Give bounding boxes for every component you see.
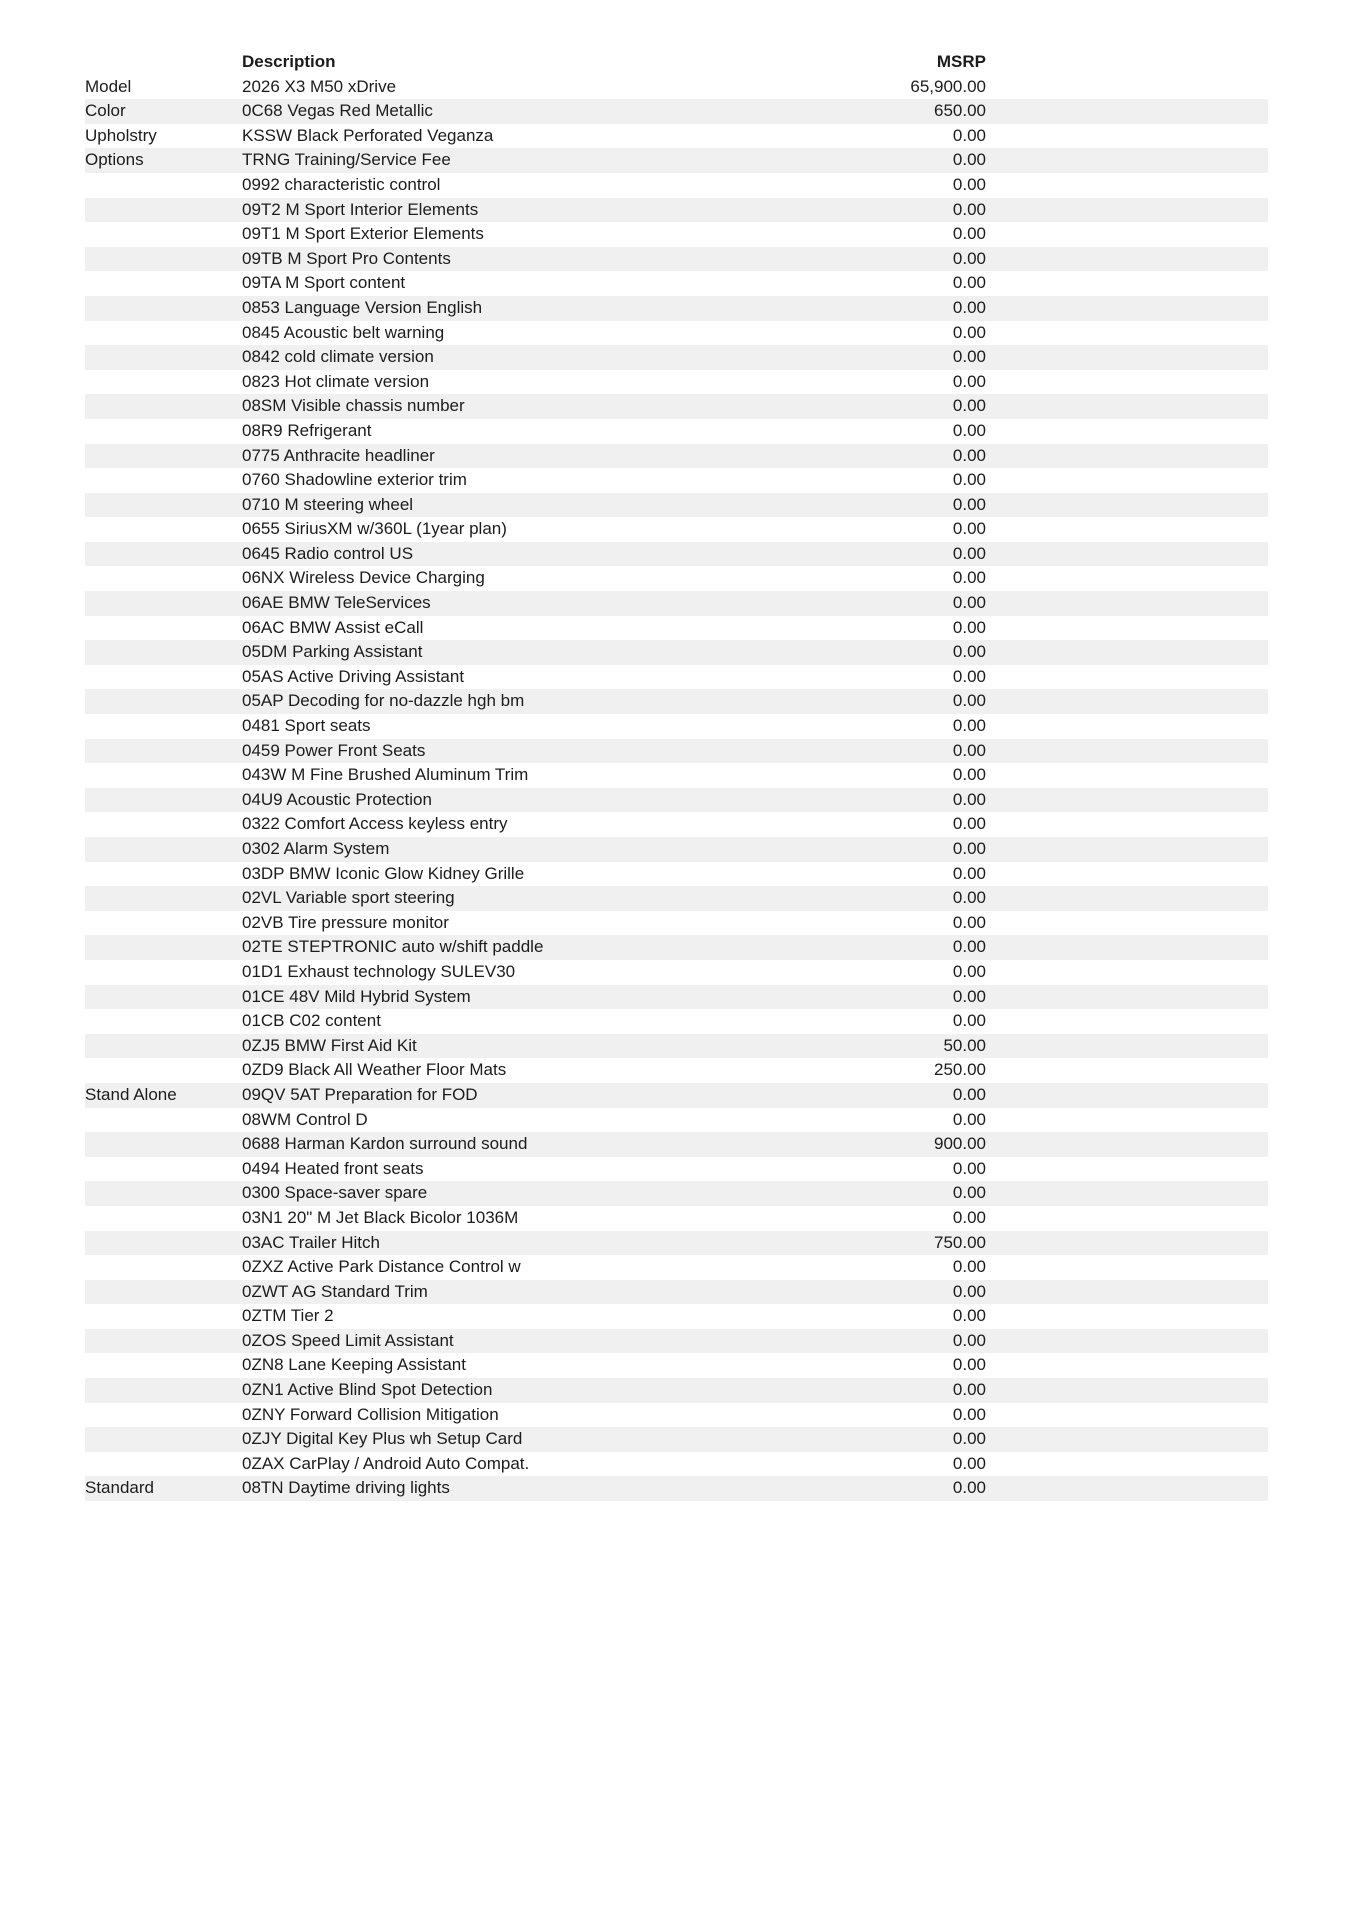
table-row bbox=[85, 591, 1268, 616]
row-msrp: 0.00 bbox=[952, 445, 986, 465]
row-msrp: 0.00 bbox=[952, 593, 986, 613]
order-sheet-table bbox=[85, 50, 1268, 1501]
row-msrp: 0.00 bbox=[952, 1158, 986, 1178]
row-description: 0853 Language Version English bbox=[242, 297, 483, 317]
row-msrp: 50.00 bbox=[943, 1035, 986, 1055]
table-row bbox=[85, 394, 1268, 419]
header-msrp: MSRP bbox=[936, 52, 986, 71]
row-msrp: 0.00 bbox=[952, 642, 986, 662]
row-description: 01D1 Exhaust technology SULEV30 bbox=[242, 961, 516, 981]
row-description: 0C68 Vegas Red Metallic bbox=[242, 101, 433, 121]
table-row bbox=[85, 444, 1268, 469]
row-description: 0322 Comfort Access keyless entry bbox=[242, 814, 508, 834]
table-row bbox=[85, 1255, 1268, 1280]
table-row bbox=[85, 542, 1268, 567]
row-description: 0710 M steering wheel bbox=[242, 494, 414, 514]
row-msrp: 0.00 bbox=[952, 888, 986, 908]
row-description: 0302 Alarm System bbox=[242, 839, 390, 858]
table-row bbox=[85, 935, 1268, 960]
row-description: 0ZTM Tier 2 bbox=[242, 1306, 334, 1326]
row-description: 0481 Sport seats bbox=[242, 716, 371, 736]
row-msrp: 0.00 bbox=[952, 863, 986, 883]
row-msrp: 0.00 bbox=[952, 150, 986, 170]
row-section-label: Model bbox=[85, 76, 132, 96]
row-description: 0494 Heated front seats bbox=[242, 1158, 424, 1178]
row-description: 0655 SiriusXM w/360L (1year plan) bbox=[242, 519, 507, 539]
table-row bbox=[85, 1231, 1268, 1256]
row-description: 01CB C02 content bbox=[242, 1011, 381, 1031]
row-description: 02VL Variable sport steering bbox=[242, 888, 455, 908]
row-msrp: 0.00 bbox=[952, 1355, 986, 1375]
row-msrp: 750.00 bbox=[934, 1232, 986, 1252]
row-msrp: 0.00 bbox=[952, 1330, 986, 1350]
row-description: 08WM Control D bbox=[242, 1109, 368, 1129]
table-row bbox=[85, 739, 1268, 764]
table-row bbox=[85, 1108, 1268, 1133]
row-msrp: 0.00 bbox=[952, 420, 986, 440]
row-msrp: 0.00 bbox=[952, 273, 986, 293]
row-msrp: 0.00 bbox=[952, 543, 986, 563]
table-row bbox=[85, 1280, 1268, 1305]
table-row bbox=[85, 296, 1268, 321]
table-row bbox=[85, 812, 1268, 837]
table-row bbox=[85, 468, 1268, 493]
row-msrp: 0.00 bbox=[952, 1011, 986, 1031]
header-description: Description bbox=[242, 52, 336, 71]
row-msrp: 0.00 bbox=[952, 1380, 986, 1400]
row-section-label: Stand Alone bbox=[85, 1084, 177, 1104]
row-msrp: 900.00 bbox=[934, 1134, 986, 1154]
table-row bbox=[85, 1476, 1268, 1501]
row-description: 0ZJY Digital Key Plus wh Setup Card bbox=[242, 1429, 523, 1449]
row-msrp: 0.00 bbox=[952, 1404, 986, 1424]
table-row bbox=[85, 1157, 1268, 1182]
row-msrp: 0.00 bbox=[952, 789, 986, 809]
table-row bbox=[85, 419, 1268, 444]
table-row bbox=[85, 763, 1268, 788]
row-msrp: 0.00 bbox=[952, 396, 986, 416]
row-description: 05AP Decoding for no-dazzle hgh bm bbox=[242, 691, 525, 711]
table-row bbox=[85, 517, 1268, 542]
row-description: 0ZOS Speed Limit Assistant bbox=[242, 1330, 454, 1350]
row-description: 0ZN8 Lane Keeping Assistant bbox=[242, 1355, 466, 1375]
table-row bbox=[85, 1427, 1268, 1452]
table-row bbox=[85, 321, 1268, 346]
table-row bbox=[85, 1304, 1268, 1329]
table-row bbox=[85, 1083, 1268, 1108]
row-description: 06AE BMW TeleServices bbox=[242, 593, 431, 613]
row-description: 01CE 48V Mild Hybrid System bbox=[242, 986, 471, 1006]
row-section-label: Upholstry bbox=[85, 125, 157, 145]
table-row bbox=[85, 616, 1268, 641]
row-description: 08SM Visible chassis number bbox=[242, 396, 465, 416]
row-msrp: 0.00 bbox=[952, 691, 986, 711]
row-msrp: 0.00 bbox=[952, 765, 986, 785]
row-msrp: 0.00 bbox=[952, 1306, 986, 1326]
table-row bbox=[85, 247, 1268, 272]
table-row bbox=[85, 124, 1268, 149]
row-description: 0ZWT AG Standard Trim bbox=[242, 1281, 428, 1301]
table-row bbox=[85, 788, 1268, 813]
table-row bbox=[85, 1329, 1268, 1354]
row-msrp: 0.00 bbox=[952, 1281, 986, 1301]
row-description: 03DP BMW Iconic Glow Kidney Grille bbox=[242, 863, 525, 883]
row-description: 0ZJ5 BMW First Aid Kit bbox=[242, 1035, 417, 1055]
row-description: TRNG Training/Service Fee bbox=[242, 150, 451, 170]
row-msrp: 0.00 bbox=[952, 1429, 986, 1449]
row-description: 0760 Shadowline exterior trim bbox=[242, 470, 467, 490]
row-msrp: 0.00 bbox=[952, 174, 986, 194]
row-msrp: 0.00 bbox=[952, 494, 986, 514]
row-description: 03N1 20" M Jet Black Bicolor 1036M bbox=[242, 1207, 519, 1227]
table-row bbox=[85, 222, 1268, 247]
table-row bbox=[85, 985, 1268, 1010]
table-row bbox=[85, 1206, 1268, 1231]
table-row bbox=[85, 1009, 1268, 1034]
table-row bbox=[85, 1452, 1268, 1477]
row-description: 0ZAX CarPlay / Android Auto Compat. bbox=[242, 1453, 530, 1473]
table-header-row bbox=[85, 50, 1268, 75]
row-description: 09QV 5AT Preparation for FOD bbox=[242, 1084, 478, 1104]
table-body bbox=[85, 75, 1268, 1501]
row-description: 0ZN1 Active Blind Spot Detection bbox=[242, 1380, 493, 1400]
row-msrp: 0.00 bbox=[952, 297, 986, 317]
row-msrp: 0.00 bbox=[952, 937, 986, 957]
row-description: 0992 characteristic control bbox=[242, 174, 441, 194]
table-row bbox=[85, 665, 1268, 690]
table-row bbox=[85, 960, 1268, 985]
row-description: 0ZXZ Active Park Distance Control w bbox=[242, 1257, 521, 1277]
table-row bbox=[85, 1058, 1268, 1083]
row-description: 0300 Space-saver spare bbox=[242, 1183, 428, 1203]
row-description: 05AS Active Driving Assistant bbox=[242, 666, 465, 686]
row-description: 09T1 M Sport Exterior Elements bbox=[242, 224, 484, 244]
table-row bbox=[85, 837, 1268, 862]
row-description: 0645 Radio control US bbox=[242, 543, 414, 563]
row-description: 0845 Acoustic belt warning bbox=[242, 322, 445, 342]
row-description: 06AC BMW Assist eCall bbox=[242, 617, 424, 637]
table-row bbox=[85, 640, 1268, 665]
row-msrp: 0.00 bbox=[952, 1257, 986, 1277]
row-description: KSSW Black Perforated Veganza bbox=[242, 125, 494, 145]
row-msrp: 0.00 bbox=[952, 371, 986, 391]
row-msrp: 65,900.00 bbox=[910, 76, 986, 96]
row-description: 043W M Fine Brushed Aluminum Trim bbox=[242, 765, 529, 785]
row-description: 0775 Anthracite headliner bbox=[242, 445, 435, 465]
row-msrp: 0.00 bbox=[952, 961, 986, 981]
table-row bbox=[85, 493, 1268, 518]
table-row bbox=[85, 99, 1268, 124]
row-description: 09TA M Sport content bbox=[242, 273, 406, 293]
row-msrp: 0.00 bbox=[952, 322, 986, 342]
row-description: 0ZNY Forward Collision Mitigation bbox=[242, 1404, 499, 1424]
row-msrp: 0.00 bbox=[952, 839, 986, 858]
table-row bbox=[85, 689, 1268, 714]
row-description: 02VB Tire pressure monitor bbox=[242, 912, 449, 932]
row-description: 09TB M Sport Pro Contents bbox=[242, 248, 451, 268]
table-row bbox=[85, 714, 1268, 739]
table-row bbox=[85, 198, 1268, 223]
table-row bbox=[85, 271, 1268, 296]
row-msrp: 0.00 bbox=[952, 347, 986, 367]
table-row bbox=[85, 911, 1268, 936]
row-description: 08R9 Refrigerant bbox=[242, 420, 372, 440]
row-description: 03AC Trailer Hitch bbox=[242, 1232, 380, 1252]
row-msrp: 0.00 bbox=[952, 1453, 986, 1473]
row-msrp: 0.00 bbox=[952, 125, 986, 145]
row-msrp: 0.00 bbox=[952, 1084, 986, 1104]
table-row bbox=[85, 1181, 1268, 1206]
row-description: 0823 Hot climate version bbox=[242, 371, 430, 391]
row-msrp: 0.00 bbox=[952, 519, 986, 539]
row-description: 0688 Harman Kardon surround sound bbox=[242, 1134, 528, 1154]
table-row bbox=[85, 75, 1268, 100]
row-description: 0459 Power Front Seats bbox=[242, 740, 426, 760]
row-msrp: 0.00 bbox=[952, 1207, 986, 1227]
row-msrp: 0.00 bbox=[952, 1183, 986, 1203]
table-row bbox=[85, 862, 1268, 887]
row-msrp: 650.00 bbox=[934, 101, 986, 121]
table-row bbox=[85, 886, 1268, 911]
table-row bbox=[85, 566, 1268, 591]
row-msrp: 0.00 bbox=[952, 1109, 986, 1129]
row-description: 0842 cold climate version bbox=[242, 347, 434, 367]
row-section-label: Color bbox=[85, 101, 126, 121]
row-msrp: 0.00 bbox=[952, 617, 986, 637]
row-msrp: 0.00 bbox=[952, 986, 986, 1006]
table-row bbox=[85, 173, 1268, 198]
row-msrp: 0.00 bbox=[952, 224, 986, 244]
row-msrp: 0.00 bbox=[952, 716, 986, 736]
row-section-label: Options bbox=[85, 150, 144, 170]
row-msrp: 0.00 bbox=[952, 666, 986, 686]
row-section-label: Standard bbox=[85, 1478, 154, 1498]
row-msrp: 0.00 bbox=[952, 814, 986, 834]
row-msrp: 0.00 bbox=[952, 740, 986, 760]
table-row bbox=[85, 148, 1268, 173]
table-row bbox=[85, 1132, 1268, 1157]
row-description: 02TE STEPTRONIC auto w/shift paddle bbox=[242, 937, 544, 957]
row-msrp: 0.00 bbox=[952, 199, 986, 219]
row-description: 06NX Wireless Device Charging bbox=[242, 568, 485, 588]
row-description: 2026 X3 M50 xDrive bbox=[242, 76, 397, 96]
row-msrp: 250.00 bbox=[934, 1060, 986, 1080]
row-msrp: 0.00 bbox=[952, 912, 986, 932]
row-description: 0ZD9 Black All Weather Floor Mats bbox=[242, 1060, 507, 1080]
table-row bbox=[85, 370, 1268, 395]
table-row bbox=[85, 1378, 1268, 1403]
row-description: 05DM Parking Assistant bbox=[242, 642, 423, 662]
table-row bbox=[85, 1403, 1268, 1428]
row-description: 09T2 M Sport Interior Elements bbox=[242, 199, 479, 219]
table-row bbox=[85, 345, 1268, 370]
table-row bbox=[85, 1034, 1268, 1059]
row-description: 08TN Daytime driving lights bbox=[242, 1478, 450, 1498]
row-description: 04U9 Acoustic Protection bbox=[242, 789, 432, 809]
row-msrp: 0.00 bbox=[952, 1478, 986, 1498]
row-msrp: 0.00 bbox=[952, 470, 986, 490]
row-msrp: 0.00 bbox=[952, 568, 986, 588]
row-msrp: 0.00 bbox=[952, 248, 986, 268]
table-row bbox=[85, 1353, 1268, 1378]
